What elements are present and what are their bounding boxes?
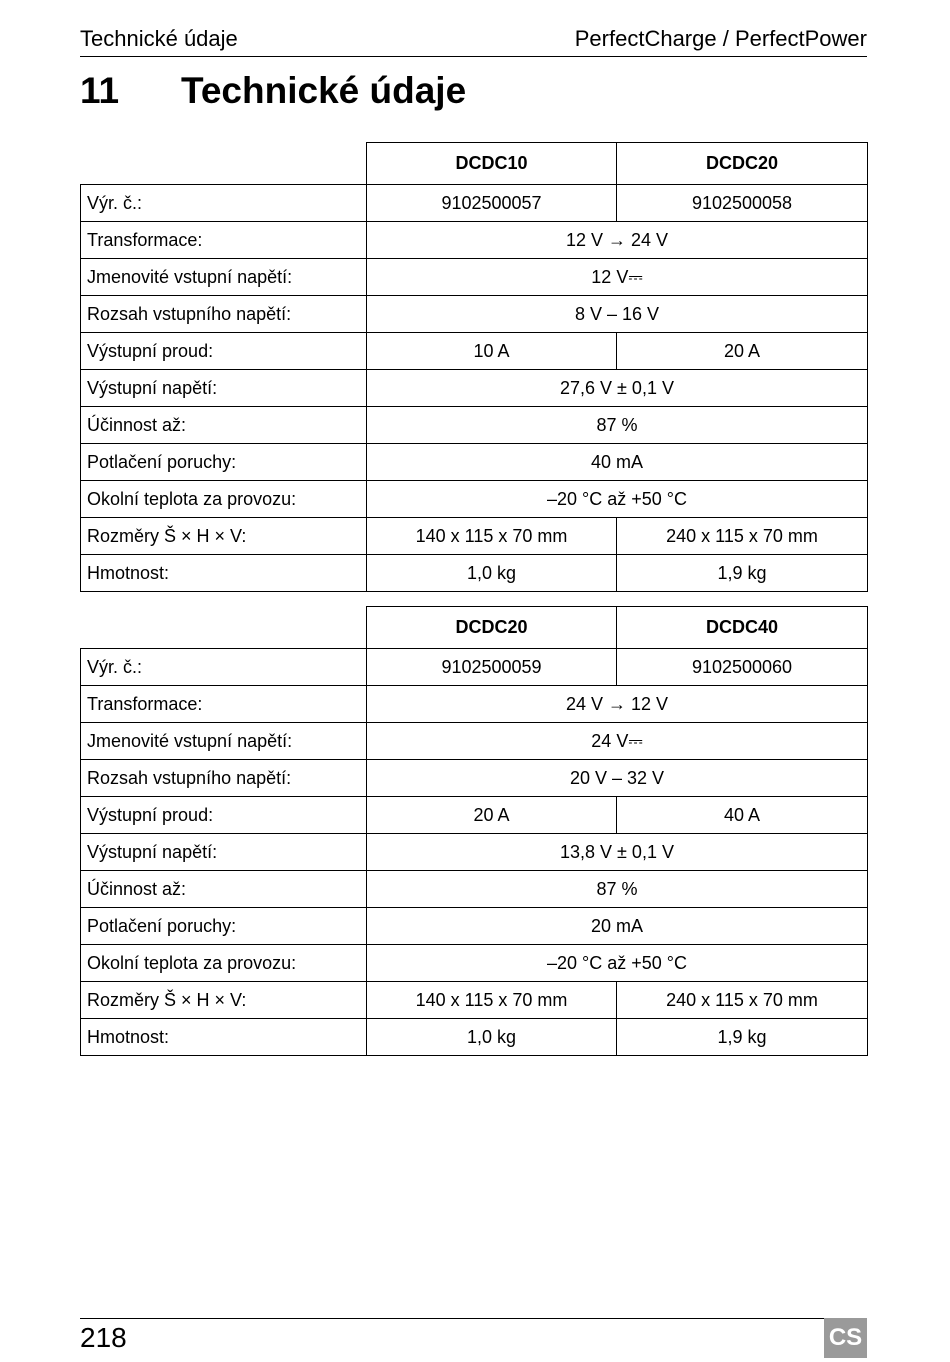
- row-value: 140 x 115 x 70 mm: [367, 518, 617, 555]
- row-value: 9102500060: [617, 649, 868, 686]
- row-value: 1,0 kg: [367, 555, 617, 592]
- empty-corner-cell: [81, 607, 367, 649]
- empty-corner-cell: [81, 143, 367, 185]
- table-row: [81, 296, 868, 333]
- row-label: Výr. č.:: [81, 185, 367, 222]
- table-row: [81, 481, 868, 518]
- row-value-shared: 8 V – 16 V: [367, 296, 868, 333]
- row-value-shared: 24 V⎓: [367, 723, 868, 760]
- row-label: Výstupní proud:: [81, 797, 367, 834]
- model-header-row: [81, 143, 868, 185]
- row-label: Transformace:: [81, 686, 367, 723]
- spec-table-dcdc10-dcdc20: [80, 142, 868, 592]
- spec-table-dcdc20-dcdc40: [80, 606, 868, 1056]
- row-value: 240 x 115 x 70 mm: [617, 518, 868, 555]
- row-value-shared: 13,8 V ± 0,1 V: [367, 834, 868, 871]
- model-header-cell: DCDC40: [617, 607, 868, 649]
- row-label: Jmenovité vstupní napětí:: [81, 259, 367, 296]
- row-value-shared: 12 V → 24 V: [367, 222, 868, 259]
- row-value: 9102500057: [367, 185, 617, 222]
- table-row: [81, 333, 868, 370]
- table-row: [81, 649, 868, 686]
- table-row: [81, 407, 868, 444]
- row-value: 20 A: [617, 333, 868, 370]
- row-value-shared: 20 V – 32 V: [367, 760, 868, 797]
- table-row: [81, 222, 868, 259]
- row-value: 1,0 kg: [367, 1019, 617, 1056]
- footer-rule: [80, 1318, 867, 1319]
- row-label: Rozměry Š × H × V:: [81, 518, 367, 555]
- row-label: Účinnost až:: [81, 871, 367, 908]
- row-label: Potlačení poruchy:: [81, 444, 367, 481]
- row-label: Výr. č.:: [81, 649, 367, 686]
- table-row: [81, 723, 868, 760]
- table-row: [81, 908, 868, 945]
- row-label: Rozsah vstupního napětí:: [81, 760, 367, 797]
- row-label: Rozsah vstupního napětí:: [81, 296, 367, 333]
- header-product-name: PerfectCharge / PerfectPower: [574, 26, 867, 51]
- table-row: [81, 686, 868, 723]
- table-row: [81, 185, 868, 222]
- header-section-title: Technické údaje: [80, 26, 238, 51]
- running-header: [80, 24, 867, 57]
- row-value: 140 x 115 x 70 mm: [367, 982, 617, 1019]
- row-value: 20 A: [367, 797, 617, 834]
- model-header-cell: DCDC20: [367, 607, 617, 649]
- row-label: Potlačení poruchy:: [81, 908, 367, 945]
- row-label: Hmotnost:: [81, 1019, 367, 1056]
- row-value-shared: –20 °C až +50 °C: [367, 481, 868, 518]
- row-label: Výstupní napětí:: [81, 834, 367, 871]
- row-value: 240 x 115 x 70 mm: [617, 982, 868, 1019]
- row-value: 10 A: [367, 333, 617, 370]
- model-header-cell: DCDC20: [617, 143, 868, 185]
- table-row: [81, 982, 868, 1019]
- table-row: [81, 555, 868, 592]
- chapter-number: 11: [80, 70, 120, 111]
- table-row: [81, 444, 868, 481]
- row-label: Výstupní proud:: [81, 333, 367, 370]
- row-value-shared: 87 %: [367, 871, 868, 908]
- row-value: 1,9 kg: [617, 555, 868, 592]
- row-value-shared: 40 mA: [367, 444, 868, 481]
- row-value: 9102500059: [367, 649, 617, 686]
- model-header-cell: DCDC10: [367, 143, 617, 185]
- row-value: 1,9 kg: [617, 1019, 868, 1056]
- chapter-heading: [80, 70, 466, 112]
- row-value: 40 A: [617, 797, 868, 834]
- row-value-shared: 24 V → 12 V: [367, 686, 868, 723]
- row-label: Okolní teplota za provozu:: [81, 945, 367, 982]
- table-row: [81, 945, 868, 982]
- language-badge: CS: [824, 1318, 867, 1358]
- row-value-shared: 27,6 V ± 0,1 V: [367, 370, 868, 407]
- table-row: [81, 871, 868, 908]
- row-label: Výstupní napětí:: [81, 370, 367, 407]
- row-value-shared: 20 mA: [367, 908, 868, 945]
- table-row: [81, 797, 868, 834]
- row-label: Účinnost až:: [81, 407, 367, 444]
- chapter-title: Technické údaje: [181, 70, 467, 111]
- row-label: Jmenovité vstupní napětí:: [81, 723, 367, 760]
- model-header-row: [81, 607, 868, 649]
- table-row: [81, 1019, 868, 1056]
- row-label: Hmotnost:: [81, 555, 367, 592]
- table-row: [81, 259, 868, 296]
- row-label: Rozměry Š × H × V:: [81, 982, 367, 1019]
- table-row: [81, 834, 868, 871]
- table-row: [81, 760, 868, 797]
- row-label: Transformace:: [81, 222, 367, 259]
- table-row: [81, 370, 868, 407]
- row-value-shared: 12 V⎓: [367, 259, 868, 296]
- row-value-shared: –20 °C až +50 °C: [367, 945, 868, 982]
- page-number: 218: [80, 1322, 127, 1353]
- row-label: Okolní teplota za provozu:: [81, 481, 367, 518]
- table-row: [81, 518, 868, 555]
- row-value: 9102500058: [617, 185, 868, 222]
- row-value-shared: 87 %: [367, 407, 868, 444]
